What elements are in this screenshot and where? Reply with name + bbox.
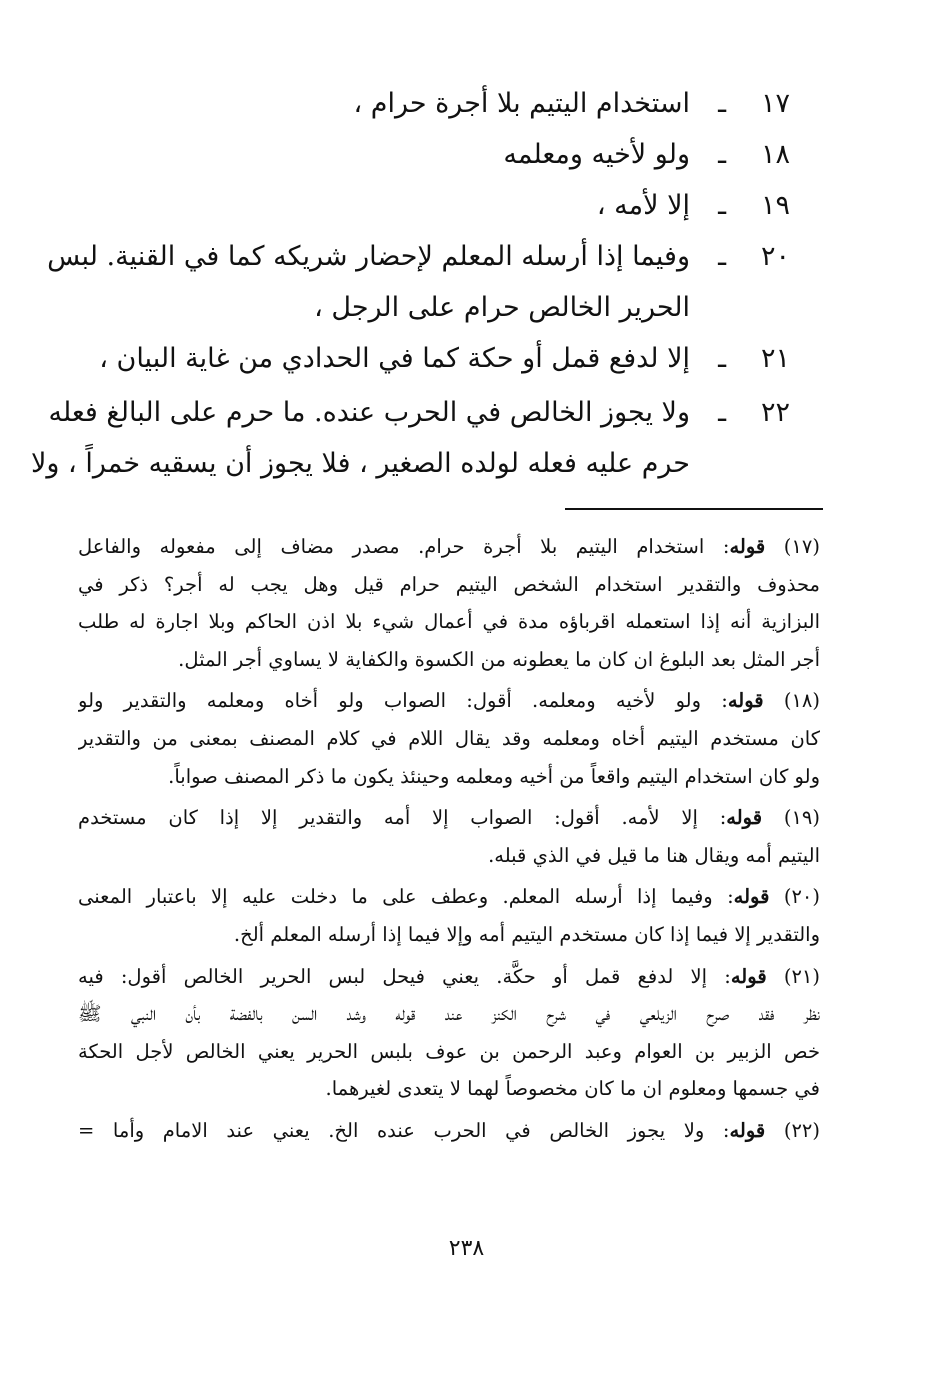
main-line [70,180,790,231]
note-text: نظر فقد صرح الزيلعي في شرح الكنز عند قوله وشد السن بالفضة بأن النبي ﷺ [78,1002,820,1026]
item-number: ٢٢ [760,397,790,428]
item-text: ولا يجوز الخالص في الحرب عنده. ما حرم على البالغ فعله [48,397,690,428]
note-line [78,995,820,1033]
main-line [48,387,790,438]
note-text: : ولو لأخيه ومعلمه. أقول: الصواب ولو أخاه ومعلمه والتقدير ولو [78,689,728,713]
note-keyword: قوله [733,885,770,909]
item-text: ولو لأخيه ومعلمه [503,139,690,170]
note-line [78,837,820,875]
note-text: خص الزبير بن العوام وعبد الرحمن بن عوف بلبس الحرير يعني الخالص لأجل الحكة [78,1039,820,1063]
note-text: : إلا لدفع قمل أو حكَّة. يعني فيحل لبس الحرير الخالص أقول: فيه [78,964,731,988]
note-text: اليتيم أمه ويقال هنا ما قيل في الذي قبله. [488,843,820,867]
note-line [78,878,820,916]
note-number: (٢١) [766,964,820,988]
item-number: ٢١ [760,343,790,374]
item-dash: ـ [718,190,726,221]
note-text: في جسمها ومعلوم ان ما كان مخصوصاً لهما لا يتعدى لغيرهما. [325,1077,820,1101]
main-line [70,78,790,129]
note-text: أجر المثل بعد البلوغ ان كان ما يعطونه من الكسوة والكفاية لا يساوي أجر المثل. [178,647,820,671]
item-text: إلا لدفع قمل أو حكة كما في الحدادي من غاية البيان ، [99,343,690,374]
note-line [78,566,820,604]
footnote-separator [565,508,823,510]
note-line [78,603,820,641]
item-text-continuation: الحرير الخالص حرام على الرجل ، [314,292,690,323]
note-line [78,1033,820,1071]
main-line [70,282,790,333]
page-number: ٢٣٨ [448,1236,485,1261]
note-number: (١٧) [765,535,820,558]
note-keyword: قوله [729,1118,766,1142]
note-line [78,958,820,996]
note-line [78,916,820,954]
note-keyword: قوله [726,806,763,830]
note-keyword: قوله [727,689,764,713]
item-number: ١٧ [760,88,790,119]
item-dash: ـ [718,397,726,428]
item-dash: ـ [718,88,726,119]
note-keyword: قوله [730,964,767,988]
note-text: ولو كان استخدام اليتيم واقعاً من أخيه ومعلمه وحينئذ يكون ما ذكر المصنف صواباً. [168,764,820,788]
note-text: كان مستخدم اليتيم أخاه ومعلمه وقد يقال اللام في كلام المصنف بمعنى من والتقدير [78,726,820,750]
note-line [78,799,820,837]
item-text: استخدام اليتيم بلا أجرة حرام ، [353,88,690,119]
main-text [31,78,790,489]
note-line [78,528,820,566]
note-text: : إلا لأمه. أقول: الصواب إلا أمه والتقدير إلا إذا كان مستخدم [78,806,727,830]
item-number: ٢٠ [760,241,790,272]
note-text: : وفيما إذا أرسله المعلم. وعطف على ما دخلت عليه إلا باعتبار المعنى [78,885,734,909]
note-text: والتقدير إلا فيما إذا كان مستخدم اليتيم أمه وإلا فيما إذا أرسله المعلم ألخ. [233,922,820,946]
item-text: وفيما إذا أرسله المعلم لإحضار شريكه كما في القنية. لبس [47,241,690,272]
note-number: (٢٠) [769,885,820,909]
note-text: محذوف والتقدير استخدام الشخص اليتيم حرام قيل وهل يجب له أجر؟ ذكر في [78,572,820,596]
main-line [70,129,790,180]
item-number: ١٩ [760,190,790,221]
note-number: (٢٢) [765,1118,820,1142]
note-text: : ولا يجوز الخالص في الحرب عنده الخ. يعني عند الامام وأما = [78,1118,730,1142]
note-line [78,682,820,720]
commentary-notes [78,528,820,1150]
note-line [78,641,820,679]
main-line [31,438,790,489]
note-line [78,1070,820,1108]
note-text: البزازية أنه إذا استعمله اقرباؤه مدة في أعمال شيء بلا اذن الحاكم وبلا اجارة له طلب [78,610,820,634]
item-text: إلا لأمه ، [596,190,690,221]
note-text: : استخدام اليتيم بلا أجرة حرام. مصدر مضاف إلى مفعوله والفاعل [78,535,730,558]
note-keyword: قوله [729,535,766,558]
note-number: (١٩) [762,806,820,830]
item-number: ١٨ [760,139,790,170]
item-dash: ـ [718,241,726,272]
note-number: (١٨) [763,689,820,713]
main-line [47,231,790,282]
item-text-continuation: حرم عليه فعله لولده الصغير ، فلا يجوز أن يسقيه خمراً ، ولا [31,448,690,479]
item-dash: ـ [718,139,726,170]
note-line [78,720,820,758]
note-line [78,758,820,796]
main-line [70,333,790,384]
note-line [78,1112,820,1150]
item-dash: ـ [718,343,726,374]
